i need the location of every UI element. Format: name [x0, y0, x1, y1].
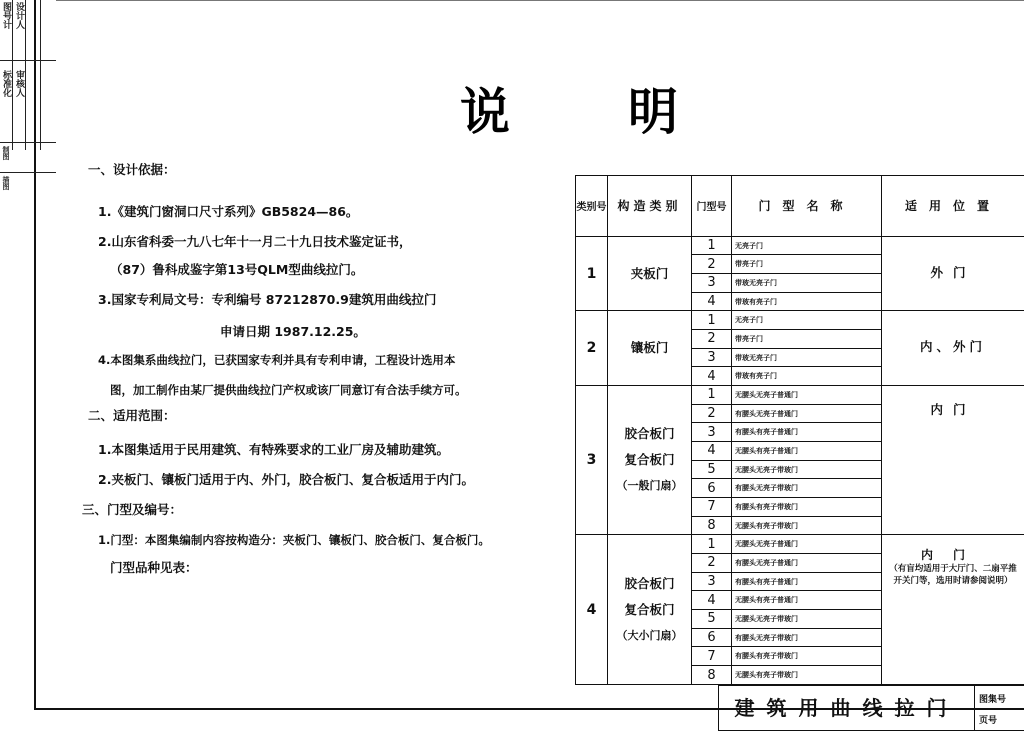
strip-line	[0, 142, 56, 143]
door-name: 带亮子门	[732, 330, 882, 349]
door-number: 8	[692, 666, 732, 685]
table-header-row	[576, 176, 1024, 237]
door-number: 3	[692, 423, 732, 442]
header-category-number: 类别号	[576, 176, 608, 237]
note-line: 申请日期 1987.12.25。	[220, 324, 366, 339]
door-number: 7	[692, 647, 732, 666]
door-type-table	[575, 175, 1024, 685]
door-number: 3	[692, 572, 732, 591]
atlas-number-label: 图集号	[979, 695, 1007, 705]
door-number: 2	[692, 255, 732, 274]
construction-type-line: 复合板门	[624, 452, 675, 468]
door-name: 无腰头无亮子带玻门	[732, 610, 882, 629]
door-name: 无腰头有亮子带玻门	[732, 516, 882, 535]
door-number: 1	[692, 386, 732, 405]
category-number: 3	[576, 386, 608, 535]
category-number: 4	[576, 535, 608, 685]
table-row	[576, 386, 1024, 405]
door-number: 5	[692, 460, 732, 479]
door-number: 4	[692, 367, 732, 386]
door-name: 无亮子门	[732, 311, 882, 330]
construction-type-line: 胶合板门	[624, 575, 675, 591]
door-name: 带玻有亮子门	[732, 292, 882, 311]
category-number: 2	[576, 311, 608, 386]
strip-label: 审核人	[14, 70, 24, 97]
strip-line	[25, 0, 26, 150]
door-name: 无腰头无亮子普通门	[732, 386, 882, 405]
applicable-location	[882, 535, 1024, 685]
door-name: 有腰头有亮子普通门	[732, 423, 882, 442]
door-name: 带亮子门	[732, 255, 882, 274]
door-name: 有腰头无亮子带玻门	[732, 479, 882, 498]
header-construction-type: 构造类别	[608, 176, 692, 237]
door-number: 2	[692, 404, 732, 423]
note-line: 2.山东省科委一九八七年十一月二十九日技术鉴定证书，	[98, 234, 412, 249]
door-name: 带玻无亮子门	[732, 348, 882, 367]
note-line: 1.《建筑门窗洞口尺寸系列》GB5824—86。	[98, 204, 359, 219]
applicable-location: 内、外门	[882, 311, 1024, 386]
door-name: 有腰头无亮子普通门	[732, 404, 882, 423]
door-number: 1	[692, 535, 732, 554]
note-line: 图，加工制作由某厂提供曲线拉门产权或该厂同意订有合法手续方可。	[110, 383, 467, 397]
door-number: 4	[692, 591, 732, 610]
table-row	[576, 535, 1024, 554]
construction-type: 镶板门	[608, 311, 692, 386]
strip-line	[0, 172, 56, 173]
note-line: 门型品种见表：	[110, 560, 198, 575]
note-line: 2.夹板门、镶板门适用于内、外门，胶合板门、复合板适用于内门。	[98, 472, 474, 487]
door-name: 无腰头有亮子带玻门	[732, 666, 882, 685]
drawing-set-name: 建筑用曲线拉门	[734, 696, 959, 720]
door-name: 无亮子门	[732, 236, 882, 255]
door-number: 2	[692, 554, 732, 573]
door-name: 有腰头有亮子普通门	[732, 572, 882, 591]
title-block	[718, 685, 1024, 731]
applicable-location: 外门	[882, 236, 1024, 311]
strip-line	[40, 0, 41, 150]
construction-type	[608, 535, 692, 685]
door-name: 带玻无亮子门	[732, 274, 882, 293]
door-name: 有腰头有亮子带玻门	[732, 647, 882, 666]
construction-type: 夹板门	[608, 236, 692, 311]
table-row	[576, 311, 1024, 330]
construction-type-line: 胶合板门	[624, 426, 675, 442]
applicable-location-note: （有盲均适用于大厅门、二扇平推开关门等，选用时请参阅说明）	[889, 564, 1017, 587]
door-number: 8	[692, 516, 732, 535]
applicable-location-title: 内门	[920, 548, 985, 563]
strip-line	[0, 60, 56, 61]
table-row	[576, 236, 1024, 255]
applicable-location: 内门	[882, 386, 1024, 535]
door-name: 有腰头有亮子带玻门	[732, 498, 882, 517]
door-name: 无腰头无亮子带玻门	[732, 460, 882, 479]
door-name: 无腰头有亮子普通门	[732, 442, 882, 461]
door-number: 4	[692, 442, 732, 461]
header-applicable-location: 适用位置	[882, 176, 1024, 237]
binding-strip	[0, 0, 56, 200]
strip-label: 标准化	[1, 70, 11, 97]
note-line: 3.国家专利局文号：专利编号 87212870.9建筑用曲线拉门	[98, 292, 437, 307]
strip-label: 描图	[2, 176, 10, 190]
door-number: 1	[692, 311, 732, 330]
note-line: 二、适用范围：	[88, 408, 176, 423]
door-name: 无腰头无亮子普通门	[732, 535, 882, 554]
door-name: 无腰头有亮子普通门	[732, 591, 882, 610]
note-line: 1.本图集适用于民用建筑、有特殊要求的工业厂房及辅助建筑。	[98, 442, 449, 457]
page-number-label: 页号	[979, 716, 998, 726]
construction-type-line: （大小门扇）	[616, 628, 683, 642]
header-door-number: 门型号	[692, 176, 732, 237]
note-line: 一、设计依据：	[88, 162, 176, 177]
strip-line	[12, 0, 13, 150]
door-number: 6	[692, 479, 732, 498]
door-name: 有腰头无亮子普通门	[732, 554, 882, 573]
strip-label: 设计人	[14, 2, 24, 29]
construction-type-line: （一般门扇）	[616, 479, 683, 493]
door-number: 6	[692, 628, 732, 647]
construction-type	[608, 386, 692, 535]
note-line: 1.门型：本图集编制内容按构造分：夹板门、镶板门、胶合板门、复合板门。	[98, 533, 490, 547]
strip-label: 图号计	[1, 2, 11, 29]
construction-type-line: 复合板门	[624, 601, 675, 617]
title-block-divider	[974, 708, 1024, 709]
door-number: 5	[692, 610, 732, 629]
category-number: 1	[576, 236, 608, 311]
door-number: 3	[692, 348, 732, 367]
door-number: 2	[692, 330, 732, 349]
strip-label: 制图	[2, 146, 10, 160]
note-line: （87）鲁科成鉴字第13号QLM型曲线拉门。	[110, 262, 364, 277]
door-name: 带玻有亮子门	[732, 367, 882, 386]
door-name: 有腰头无亮子带玻门	[732, 628, 882, 647]
door-number: 1	[692, 236, 732, 255]
door-number: 7	[692, 498, 732, 517]
note-line: 4.本图集系曲线拉门，已获国家专利并具有专利申请，工程设计选用本	[98, 353, 456, 367]
header-door-name: 门型名称	[732, 176, 882, 237]
door-number: 4	[692, 292, 732, 311]
door-number: 3	[692, 274, 732, 293]
page-title: 说明	[460, 82, 796, 141]
note-line: 三、门型及编号：	[82, 502, 183, 517]
